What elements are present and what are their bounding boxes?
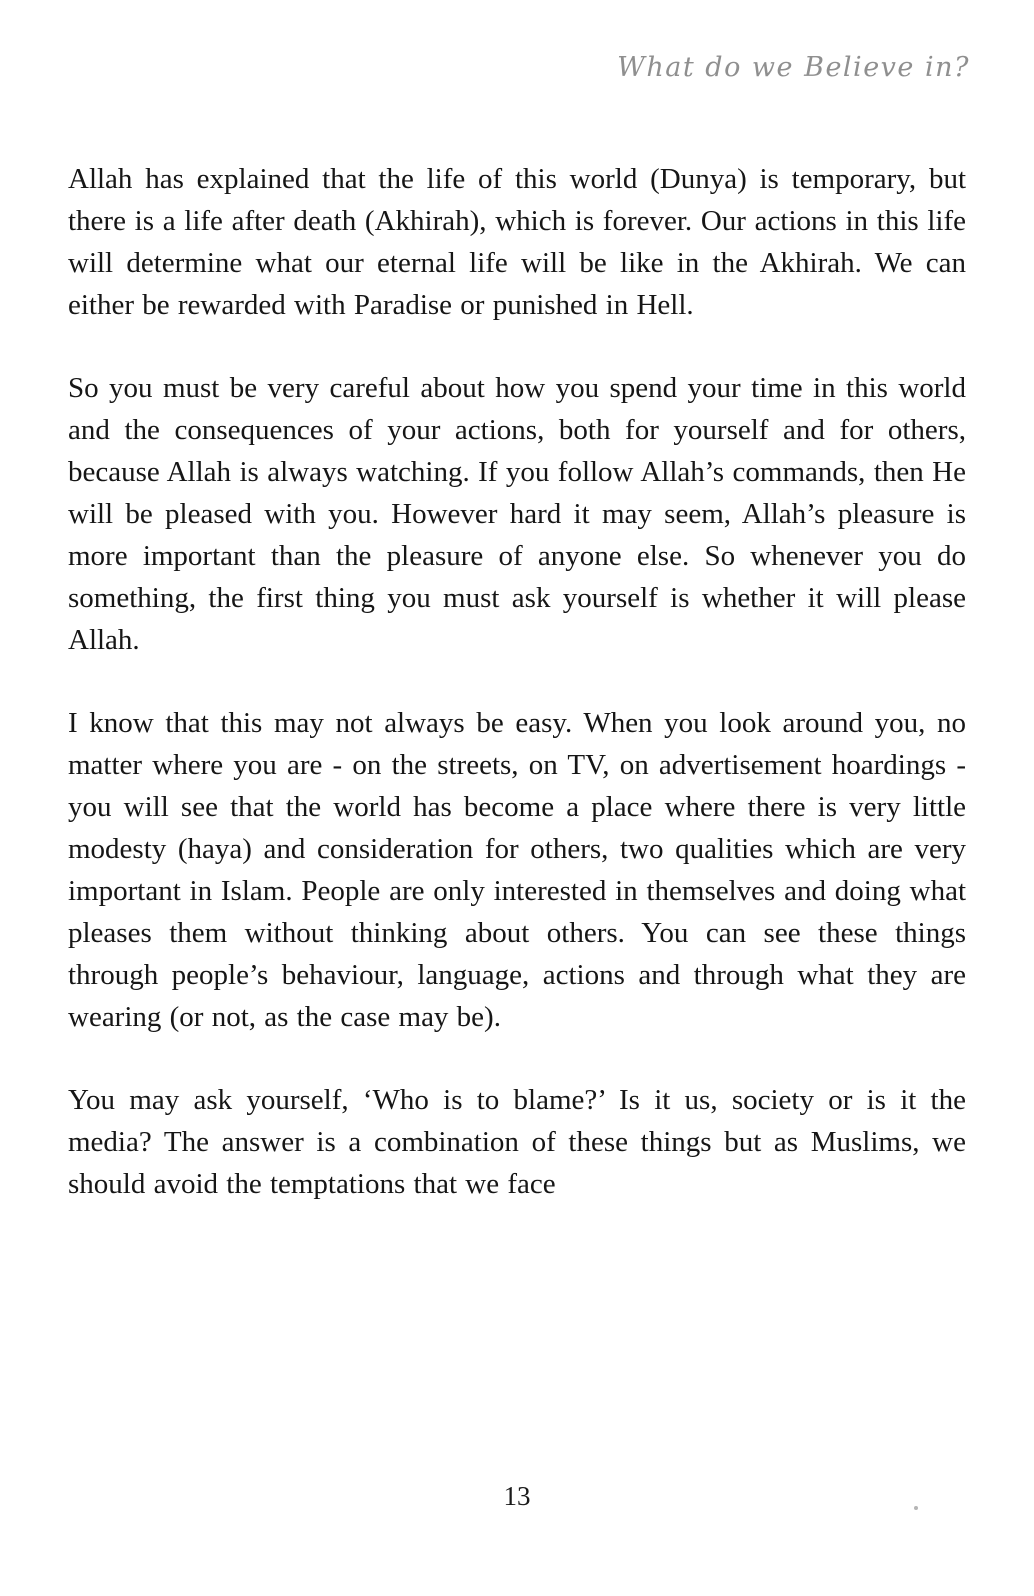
running-header: What do we Believe in? bbox=[617, 52, 970, 83]
body-paragraph: You may ask yourself, ‘Who is to blame?’ Is it us, society or is it the media? The answer is a combination of these things but as Muslims, we should avoid the temptations that we face bbox=[68, 1084, 966, 1200]
scan-artifact-dot bbox=[914, 1506, 918, 1510]
body-text bbox=[68, 158, 966, 1246]
body-paragraph: So you must be very careful about how you spend your time in this world and the consequences of your actions, both for yourself and for others, because Allah is always watching. If you follow Allah’s commands, then He will be pleased with you. However hard it may seem, Allah’s pleasure is more important than the pleasure of anyone else. So whenever you do something, the first thing you must ask yourself is whether it will please Allah. bbox=[68, 372, 966, 656]
page-number: 13 bbox=[503, 1481, 531, 1511]
body-paragraph: I know that this may not always be easy. When you look around you, no matter where you are - on the streets, on TV, on advertisement hoardings - you will see that the world has become a place where there is very little modesty (haya) and consideration for others, two qualities which are very important in Islam. People are only interested in themselves and doing what pleases them without thinking about others. You can see these things through people’s behaviour, language, actions and through what they are wearing (or not, as the case may be). bbox=[68, 707, 966, 1033]
body-paragraph: Allah has explained that the life of this world (Dunya) is temporary, but there is a life after death (Akhirah), which is forever. Our actions in this life will determine what our eternal life will be like in the Akhirah. We can either be rewarded with Paradise or punished in Hell. bbox=[68, 163, 966, 321]
